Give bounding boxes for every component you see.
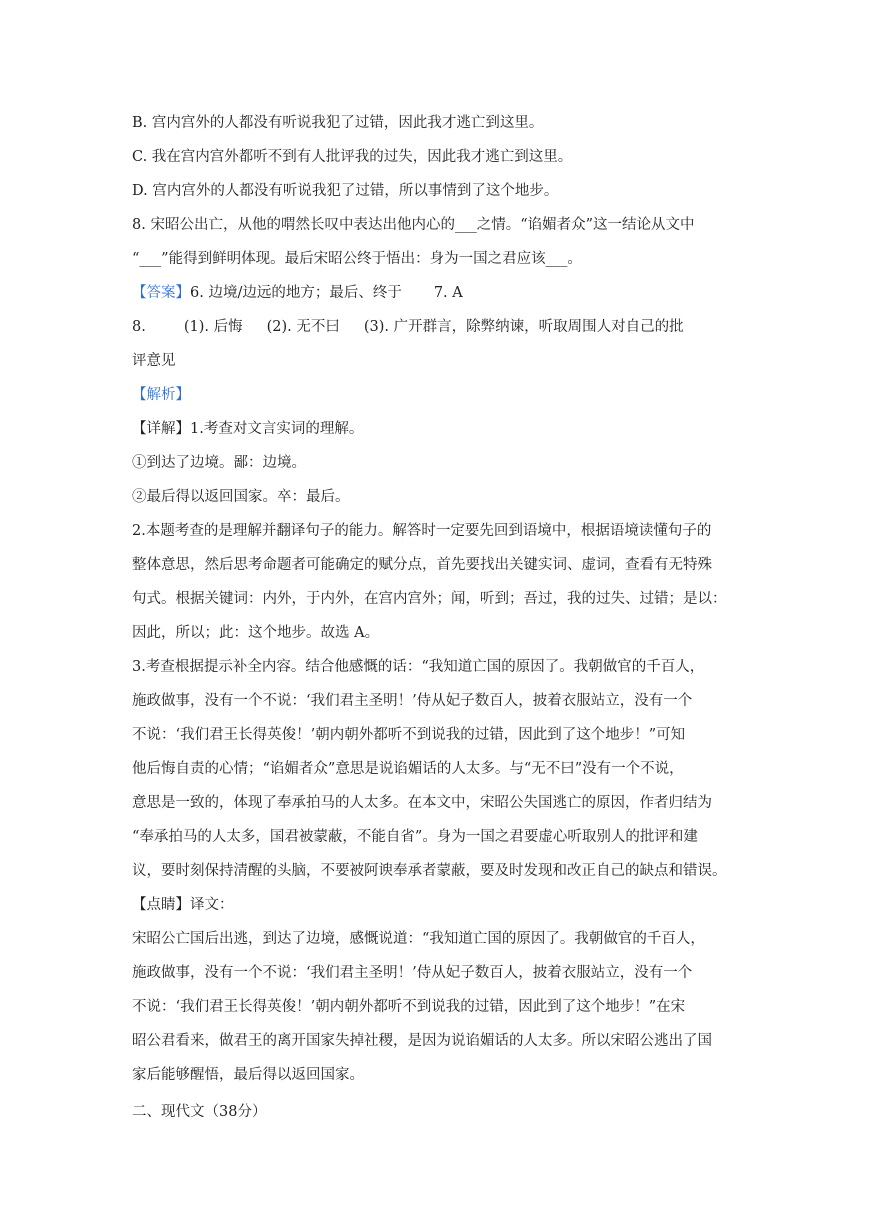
answer-label: 【答案】 bbox=[132, 285, 190, 301]
detail-2-line-3: 句式。根据关键词：内外，于内外，在宫内宫外；闻，听到；吾过，我的过失、过错；是以： bbox=[132, 591, 727, 607]
detail-3-line-7: 议，要时刻保持清醒的头脑，不要被阿谀奉承者蒙蔽，要及时发现和改正自己的缺点和错误。 bbox=[132, 863, 727, 879]
detail-2-line-1: 2.本题考查的是理解并翻译句子的能力。解答时一定要先回到语境中，根据语境读懂句子的 bbox=[132, 523, 712, 539]
detail-2-line-2: 整体意思，然后思考命题者可能确定的赋分点，首先要找出关键实词、虚词，查看有无特殊 bbox=[132, 557, 712, 573]
answer-line bbox=[132, 283, 463, 303]
translation-line-2: 施政做事，没有一个不说：‘我们君主圣明！’侍从妃子数百人，披着衣服站立，没有一个 bbox=[132, 965, 693, 981]
answer-8-continuation: 评意见 bbox=[132, 353, 176, 369]
answer-8-part-2: (2). 无不曰 bbox=[266, 319, 340, 335]
question-8-line-2: “___”能得到鲜明体现。最后宋昭公终于悟出：身为一国之君应该___。 bbox=[132, 251, 582, 267]
answer-7: 7. A bbox=[433, 285, 463, 301]
answer-8-number: 8. bbox=[132, 319, 146, 335]
section-heading: 二、现代文（38分） bbox=[132, 1104, 267, 1120]
detail-3-line-1: 3.考查根据提示补全内容。结合他感慨的话：“我知道亡国的原因了。我朝做官的千百人， bbox=[132, 659, 705, 675]
detail-3-line-3: 不说：‘我们君王长得英俊！’朝内朝外都听不到说我的过错，因此到了这个地步！”可知 bbox=[132, 727, 686, 743]
translation-line-4: 昭公君看来，做君王的离开国家失掉社稷，是因为说谄媚话的人太多。所以宋昭公逃出了国 bbox=[132, 1033, 712, 1049]
detail-3-line-4: 他后悔自责的心情；“谄媚者众”意思是说谄媚话的人太多。与“无不曰”没有一个不说， bbox=[132, 761, 684, 777]
translation-line-5: 家后能够醒悟，最后得以返回国家。 bbox=[132, 1067, 364, 1083]
detail-1-item-2: ②最后得以返回国家。卒：最后。 bbox=[132, 489, 350, 505]
answer-8-part-1: (1). 后悔 bbox=[183, 319, 243, 335]
translation-line-3: 不说：‘我们君王长得英俊！’朝内朝外都听不到说我的过错，因此到了这个地步！”在宋 bbox=[132, 999, 686, 1015]
option-c: C. 我在宫内宫外都听不到有人批评我的过失，因此我才逃亡到这里。 bbox=[132, 149, 573, 165]
analysis-label: 【解析】 bbox=[132, 387, 190, 403]
question-8-line-1: 8. 宋昭公出亡，从他的喟然长叹中表达出他内心的___之情。“谄媚者众”这一结论从文中 bbox=[132, 217, 695, 233]
answer-6: 6. 边境/边远的地方；最后、终于 bbox=[190, 285, 402, 301]
detail-1-heading: 【详解】1.考查对文言实词的理解。 bbox=[132, 421, 364, 437]
detail-2-line-4: 因此，所以；此：这个地步。故选 A。 bbox=[132, 625, 380, 641]
detail-3-line-6: “奉承拍马的人太多，国君被蒙蔽，不能自省”。身为一国之君要虚心听取别人的批评和建 bbox=[132, 829, 698, 845]
detail-3-line-5: 意思是一致的，体现了奉承拍马的人太多。在本文中，宋昭公失国逃亡的原因，作者归结为 bbox=[132, 795, 712, 811]
answer-8-part-3: (3). 广开群言，除弊纳谏，听取周围人对自己的批 bbox=[363, 319, 684, 335]
detail-3-line-2: 施政做事，没有一个不说：‘我们君主圣明！’侍从妃子数百人，披着衣服站立，没有一个 bbox=[132, 693, 693, 709]
translation-line-1: 宋昭公亡国后出逃，到达了边境，感慨说道：“我知道亡国的原因了。我朝做官的千百人， bbox=[132, 931, 705, 947]
dianjing-heading: 【点睛】译文： bbox=[132, 897, 234, 913]
option-d: D. 宫内宫外的人都没有听说我犯了过错，所以事情到了这个地步。 bbox=[132, 183, 559, 199]
detail-1-item-1: ①到达了边境。鄙：边境。 bbox=[132, 455, 306, 471]
answer-8-line bbox=[132, 317, 684, 337]
option-b: B. 宫内宫外的人都没有听说我犯了过错，因此我才逃亡到这里。 bbox=[132, 115, 544, 131]
